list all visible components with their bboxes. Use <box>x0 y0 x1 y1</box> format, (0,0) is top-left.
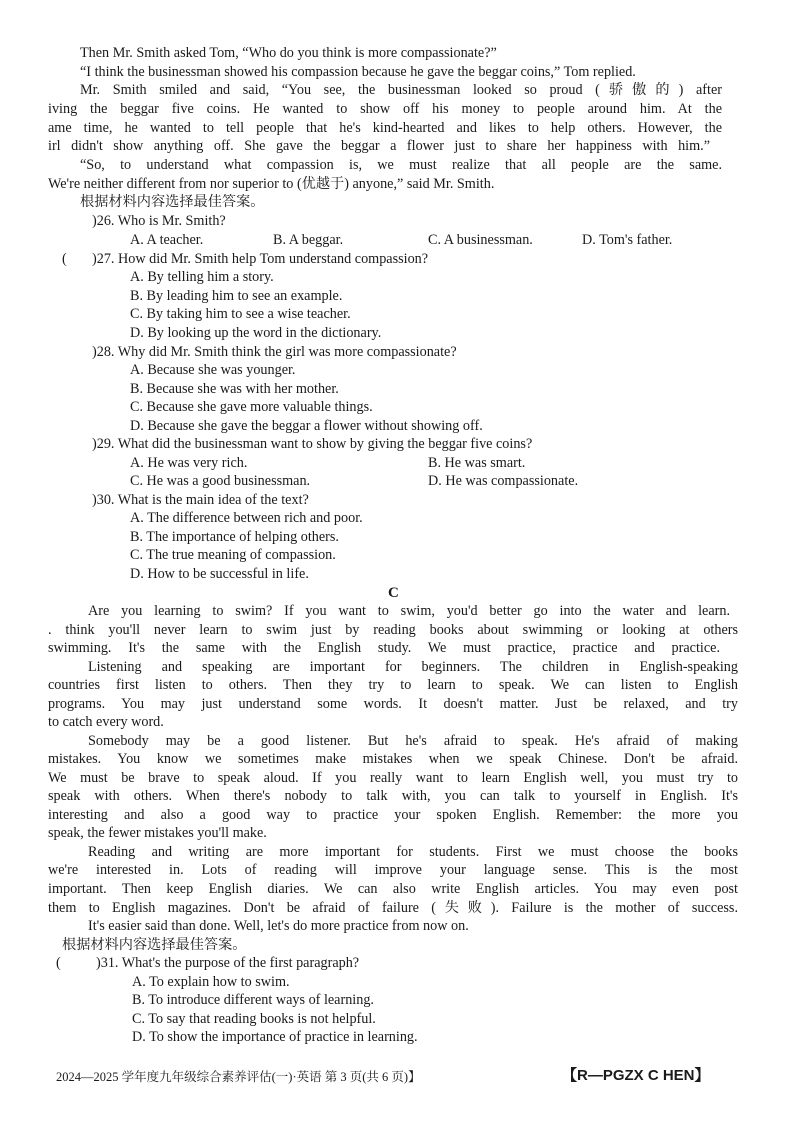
question-29-stem: )29. What did the businessman want to show by giving the beggar five coins? <box>92 436 533 452</box>
q29-option-c[interactable]: C. He was a good businessman. <box>130 473 311 489</box>
passage-line: speak with others. When there's nobody to talk with, you can talk to yourself in English. It's <box>48 788 738 804</box>
q28-option-a[interactable]: A. Because she was younger. <box>130 362 296 378</box>
q27-option-b[interactable]: B. By leading him to see an example. <box>130 288 343 304</box>
passage-line: Reading and writing are more important for students. First we must choose the books <box>88 844 738 860</box>
q31-option-b[interactable]: B. To introduce different ways of learning. <box>132 992 374 1008</box>
story-line: “So, to understand what compassion is, we must realize that all people are the same. <box>80 157 722 173</box>
paper-code-badge: 【R—PGZX C HEN】 <box>562 1067 710 1084</box>
question-27-stem: )27. How did Mr. Smith help Tom understand compassion? <box>92 251 429 267</box>
q31-option-d[interactable]: D. To show the importance of practice in learning. <box>132 1029 418 1045</box>
q27-option-c[interactable]: C. By taking him to see a wise teacher. <box>130 306 351 322</box>
q30-option-b[interactable]: B. The importance of helping others. <box>130 529 339 545</box>
passage-line: programs. You may just understand some words. It doesn't matter. Just be relaxed, and try <box>48 696 738 712</box>
story-line: Mr. Smith smiled and said, “You see, the businessman looked so proud (骄傲的) after <box>80 82 722 98</box>
answer-bracket[interactable]: ( <box>62 251 67 267</box>
passage-line: It's easier said than done. Well, let's do more practice from now on. <box>88 918 469 934</box>
q28-option-c[interactable]: C. Because she gave more valuable things. <box>130 399 373 415</box>
section-c-title: C <box>388 585 399 601</box>
story-line: “I think the businessman showed his compassion because he gave the beggar coins,” Tom replied. <box>80 64 636 80</box>
q29-option-a[interactable]: A. He was very rich. <box>130 455 248 471</box>
story-line: Then Mr. Smith asked Tom, “Who do you think is more compassionate?” <box>80 45 497 61</box>
question-30-stem: )30. What is the main idea of the text? <box>92 492 309 508</box>
passage-line: them to English magazines. Don't be afraid of failure (失败). Failure is the mother of success. <box>48 900 738 916</box>
q26-option-c[interactable]: C. A businessman. <box>428 232 533 248</box>
story-line: iving the beggar five coins. He wanted to show off his money to people around him. At the <box>48 101 722 117</box>
q26-option-a[interactable]: A. A teacher. <box>130 232 204 248</box>
q26-option-b[interactable]: B. A beggar. <box>273 232 344 248</box>
passage-line: we're interested in. Lots of reading will improve your language sense. This is the most <box>48 862 738 878</box>
q28-option-b[interactable]: B. Because she was with her mother. <box>130 381 339 397</box>
passage-line: to catch every word. <box>48 714 164 730</box>
passage-line: Listening and speaking are important for beginners. The children in English-speaking <box>88 659 738 675</box>
q27-option-a[interactable]: A. By telling him a story. <box>130 269 274 285</box>
q30-option-c[interactable]: C. The true meaning of compassion. <box>130 547 336 563</box>
q30-option-d[interactable]: D. How to be successful in life. <box>130 566 309 582</box>
passage-line: Somebody may be a good listener. But he's afraid to speak. He's afraid of making <box>88 733 738 749</box>
passage-line: interesting and also a good way to practice your spoken English. Remember: the more you <box>48 807 738 823</box>
q27-option-d[interactable]: D. By looking up the word in the dictionary. <box>130 325 382 341</box>
passage-line: We must be brave to speak aloud. If you really want to learn English well, you must try to <box>48 770 738 786</box>
q29-option-b[interactable]: B. He was smart. <box>428 455 526 471</box>
passage-line: important. Then keep English diaries. We can also write English articles. You may even post <box>48 881 738 897</box>
story-line: irl didn't show anything off. She gave the beggar a flower just to share her happiness with him.” <box>48 138 710 154</box>
page-footer: 2024—2025 学年度九年级综合素养评估(一)·英语 第 3 页(共 6 页)】 <box>56 1070 421 1084</box>
instruction-text: 根据材料内容选择最佳答案。 <box>80 194 265 210</box>
instruction-text: 根据材料内容选择最佳答案。 <box>62 937 247 953</box>
passage-line: . think you'll never learn to swim just by reading books about swimming or looking at others <box>48 622 738 638</box>
story-line: We're neither different from nor superior to (优越于) anyone,” said Mr. Smith. <box>48 176 495 192</box>
passage-line: speak, the fewer mistakes you'll make. <box>48 825 267 841</box>
question-28-stem: )28. Why did Mr. Smith think the girl was more compassionate? <box>92 344 457 360</box>
passage-line: mistakes. You know we sometimes make mistakes when we speak Chinese. Don't be afraid. <box>48 751 738 767</box>
answer-bracket[interactable]: ( <box>56 955 61 971</box>
passage-line: Are you learning to swim? If you want to swim, you'd better go into the water and learn. <box>88 603 730 619</box>
question-31-stem: )31. What's the purpose of the first paragraph? <box>96 955 360 971</box>
q28-option-d[interactable]: D. Because she gave the beggar a flower without showing off. <box>130 418 483 434</box>
q30-option-a[interactable]: A. The difference between rich and poor. <box>130 510 363 526</box>
q31-option-a[interactable]: A. To explain how to swim. <box>132 974 290 990</box>
q26-option-d[interactable]: D. Tom's father. <box>582 232 673 248</box>
passage-line: swimming. It's the same with the English study. We must practice, practice and practice. <box>48 640 720 656</box>
question-26-stem: )26. Who is Mr. Smith? <box>92 213 226 229</box>
q31-option-c[interactable]: C. To say that reading books is not helpful. <box>132 1011 376 1027</box>
passage-line: countries first listen to others. Then they try to learn to speak. We can listen to English <box>48 677 738 693</box>
story-line: ame time, he wanted to tell people that he's kind-hearted and likes to help others. However, the <box>48 120 722 136</box>
q29-option-d[interactable]: D. He was compassionate. <box>428 473 579 489</box>
